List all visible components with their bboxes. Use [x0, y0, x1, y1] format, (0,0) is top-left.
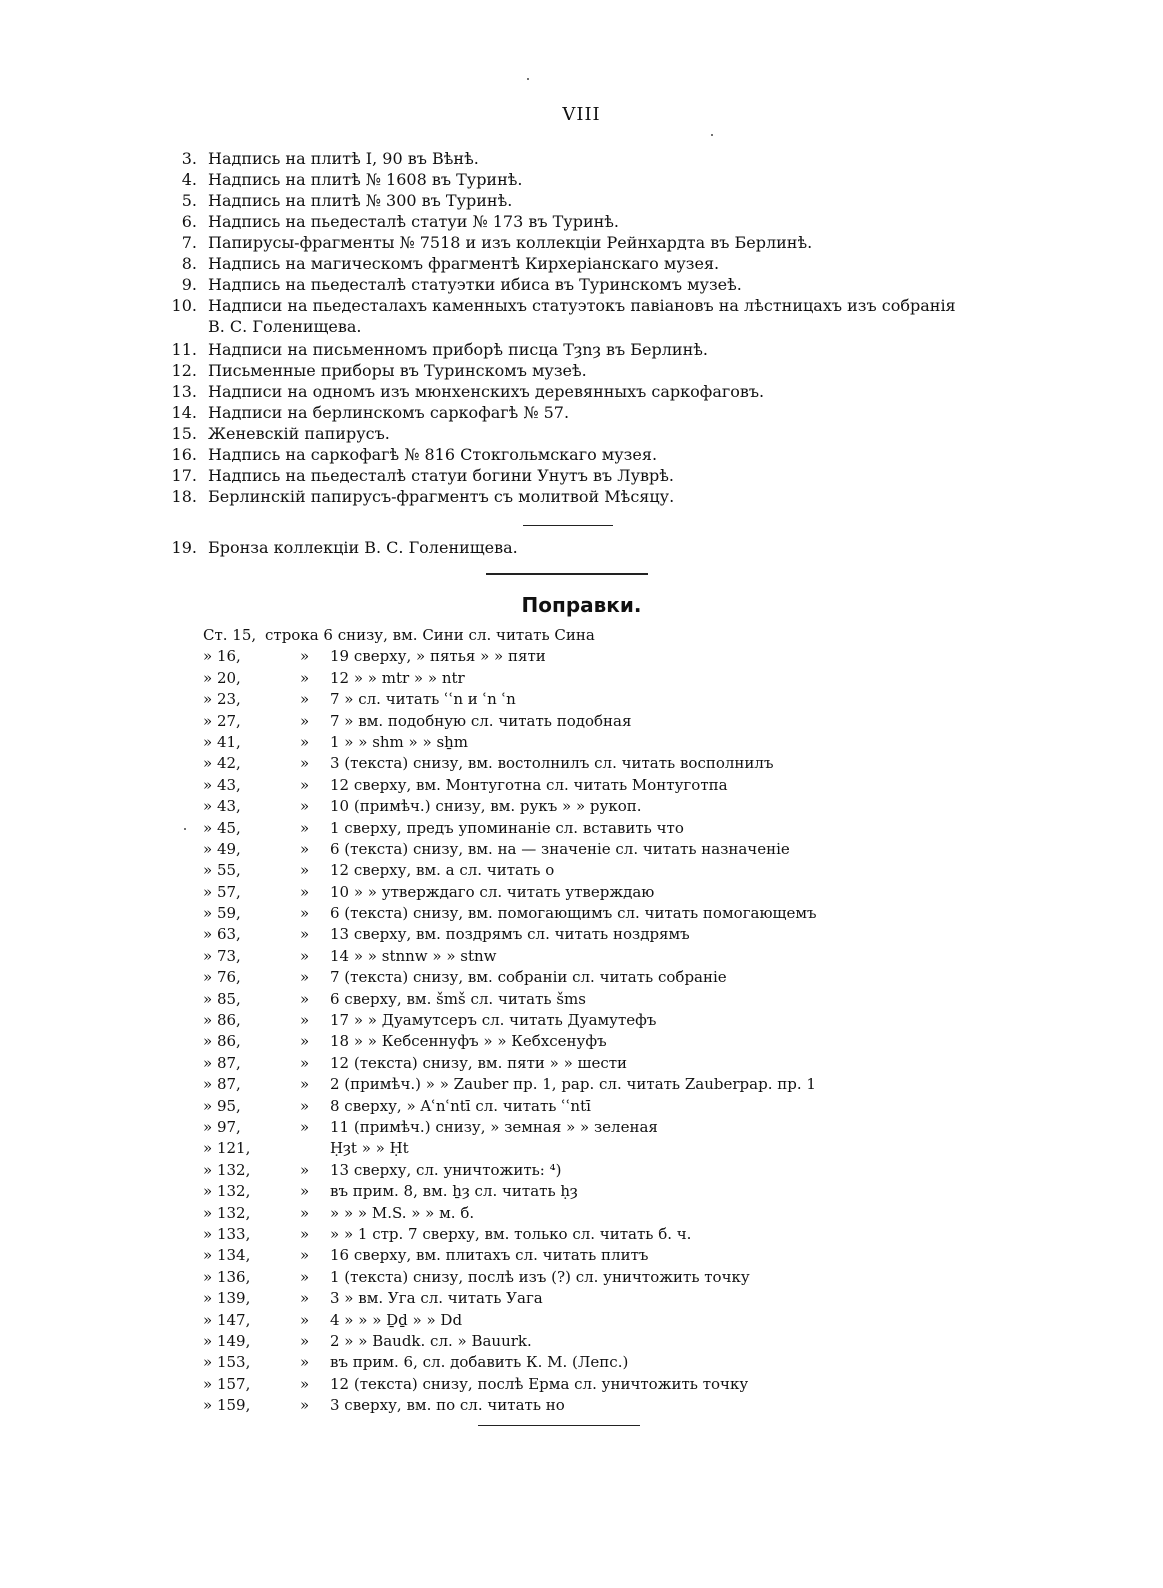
correction-ditto: » — [300, 861, 310, 880]
correction-row — [0, 883, 1163, 904]
list-item: 8. Надпись на магическомъ фрагментѣ Кирхеріанскаго музея. — [181, 254, 720, 273]
correction-ditto: » — [300, 1289, 310, 1308]
correction-ditto: » — [300, 1096, 310, 1115]
list-item: 18. Берлинскій папирусъ-фрагментъ съ молитвой Мѣсяцу. — [171, 487, 675, 506]
list-item: 5. Надпись на плитѣ № 300 въ Туринѣ. — [181, 191, 513, 210]
list-item: 6. Надпись на пьедесталѣ статуи № 173 въ Туринѣ. — [181, 212, 620, 231]
correction-ditto: » — [300, 925, 310, 944]
correction-ditto: » — [300, 797, 310, 816]
correction-text: » » » M.S. » » м. б. — [330, 1203, 475, 1222]
correction-text: 14 » » stnnw » » stnw — [330, 946, 497, 965]
list-item: 12. Письменные приборы въ Туринскомъ музеѣ. — [171, 361, 587, 380]
correction-page: » 132, — [203, 1203, 251, 1222]
correction-text: 4 » » » Ḏḏ » » Dd — [330, 1310, 463, 1329]
correction-text: 3 сверху, вм. по сл. читать но — [330, 1396, 565, 1415]
correction-page: » 27, — [203, 711, 241, 730]
correction-row — [0, 968, 1163, 989]
correction-ditto: » — [300, 1117, 310, 1136]
correction-ditto: » — [300, 775, 310, 794]
correction-page: » 43, — [203, 797, 241, 816]
correction-row — [0, 925, 1163, 946]
correction-text: 12 (текста) снизу, вм. пяти » » шести — [330, 1053, 628, 1072]
correction-text: 3 (текста) снизу, вм. востолнилъ сл. читать восполнилъ — [330, 754, 774, 773]
correction-page: » 87, — [203, 1075, 241, 1094]
correction-page: » 57, — [203, 882, 241, 901]
correction-ditto: » — [300, 754, 310, 773]
correction-row — [0, 1289, 1163, 1310]
correction-row — [0, 1097, 1163, 1118]
correction-ditto: » — [300, 1182, 310, 1201]
correction-row — [0, 1246, 1163, 1267]
correction-text: 10 » » утверждаго сл. читать утверждаю — [330, 882, 655, 901]
correction-ditto: » — [300, 690, 310, 709]
correction-text: строка 6 снизу, вм. Сини сл. читать Сина — [265, 626, 595, 644]
correction-row — [0, 1118, 1163, 1139]
correction-text: 12 (текста) снизу, послѣ Ерма сл. уничтожить точку — [330, 1374, 749, 1393]
correction-ditto: » — [300, 904, 310, 923]
correction-ditto: » — [300, 1053, 310, 1072]
correction-ditto: » — [300, 946, 310, 965]
correction-page: » 41, — [203, 732, 241, 751]
correction-ditto: » — [300, 732, 310, 751]
correction-row — [0, 861, 1163, 882]
correction-row — [0, 1161, 1163, 1182]
correction-page: » 63, — [203, 925, 241, 944]
correction-text: 11 (примѣч.) снизу, » земная » » зеленая — [330, 1117, 658, 1136]
correction-text: 12 » » mtr » » ntr — [330, 668, 465, 687]
correction-row — [0, 690, 1163, 711]
correction-text: 17 » » Дуамутсеръ сл. читать Дуамутефъ — [330, 1011, 657, 1030]
correction-text: 12 сверху, вм. а сл. читать о — [330, 861, 555, 880]
list-item: 11. Надписи на письменномъ приборѣ писца Tȝnȝ въ Берлинѣ. — [171, 340, 708, 359]
correction-row — [0, 1332, 1163, 1353]
divider-end — [478, 1425, 640, 1426]
correction-text: 6 (текста) снизу, вм. помогающимъ сл. читать помогающемъ — [330, 904, 817, 923]
correction-page: » 20, — [203, 668, 241, 687]
correction-row — [0, 1054, 1163, 1075]
correction-page: » 49, — [203, 839, 241, 858]
correction-ditto: » — [300, 1246, 310, 1265]
correction-ditto: » — [300, 1267, 310, 1286]
correction-text: 19 сверху, » пятья » » пяти — [330, 647, 546, 666]
correction-text: 7 » вм. подобную сл. читать подобная — [330, 711, 632, 730]
correction-page: » 42, — [203, 754, 241, 773]
speck — [711, 134, 713, 136]
correction-row — [0, 669, 1163, 690]
correction-ditto: » — [300, 968, 310, 987]
correction-row — [0, 712, 1163, 733]
correction-page: » 132, — [203, 1160, 251, 1179]
correction-ditto: » — [300, 882, 310, 901]
correction-text: 2 » » Baudk. сл. » Bauurk. — [330, 1331, 532, 1350]
correction-row — [0, 990, 1163, 1011]
correction-row — [0, 840, 1163, 861]
list-item: 9. Надпись на пьедесталѣ статуэтки ибиса въ Туринскомъ музеѣ. — [181, 275, 742, 294]
list-item: 13. Надписи на одномъ изъ мюнхенскихъ деревянныхъ саркофаговъ. — [171, 382, 765, 401]
correction-text: 6 сверху, вм. šmš сл. читать šms — [330, 989, 586, 1008]
correction-text: 1 сверху, предъ упоминаніе сл. вставить что — [330, 818, 684, 837]
correction-ditto: » — [300, 1396, 310, 1415]
correction-row — [0, 1011, 1163, 1032]
list-item: 17. Надпись на пьедесталѣ статуи богини Унутъ въ Луврѣ. — [171, 466, 675, 485]
list-item: 10. Надписи на пьедесталахъ каменныхъ статуэтокъ павіановъ на лѣстницахъ изъ собранія — [171, 296, 956, 315]
correction-text: 13 сверху, сл. уничтожить: ⁴) — [330, 1160, 562, 1179]
correction-row — [0, 647, 1163, 668]
list-item: 14. Надписи на берлинскомъ саркофагѣ № 57. — [171, 403, 570, 422]
correction-ditto: » — [300, 1011, 310, 1030]
correction-ditto: » — [300, 668, 310, 687]
speck — [527, 78, 529, 80]
correction-row — [0, 1075, 1163, 1096]
correction-row — [0, 776, 1163, 797]
correction-text: 16 сверху, вм. плитахъ сл. читать плитъ — [330, 1246, 649, 1265]
correction-text: 12 сверху, вм. Монтуготна сл. читать Монтуготпа — [330, 775, 728, 794]
correction-text: 3 » вм. Уга сл. читать Уага — [330, 1289, 543, 1308]
correction-row — [0, 819, 1163, 840]
correction-text: 6 (текста) снизу, вм. на — значеніе сл. читать назначеніе — [330, 839, 790, 858]
correction-text: 8 сверху, » Aʿnʿntī сл. читать ʿʿntī — [330, 1096, 591, 1115]
correction-ditto: » — [300, 1032, 310, 1051]
list-item: 15. Женевскій папирусъ. — [171, 424, 390, 443]
correction-page: » 132, — [203, 1182, 251, 1201]
correction-ditto: » — [300, 1160, 310, 1179]
correction-page: » 153, — [203, 1353, 251, 1372]
correction-page: » 149, — [203, 1331, 251, 1350]
correction-page: » 76, — [203, 968, 241, 987]
correction-text: 7 » сл. читать ʿʿn и ʿn ʿn — [330, 690, 516, 709]
correction-ditto: » — [300, 647, 310, 666]
correction-row — [0, 1353, 1163, 1374]
correction-text: » » 1 стр. 7 сверху, вм. только сл. читать б. ч. — [330, 1224, 692, 1243]
correction-row — [0, 1225, 1163, 1246]
correction-page: » 59, — [203, 904, 241, 923]
correction-ditto: » — [300, 1224, 310, 1243]
correction-row — [0, 904, 1163, 925]
divider-section — [486, 573, 648, 575]
correction-row — [0, 733, 1163, 754]
list-item: В. С. Голенищева. — [208, 317, 362, 336]
correction-ditto: » — [300, 1353, 310, 1372]
correction-text: въ прим. 6, сл. добавить К. М. (Лепс.) — [330, 1353, 629, 1372]
correction-page: » 87, — [203, 1053, 241, 1072]
correction-page: » 86, — [203, 1032, 241, 1051]
list-item: 16. Надпись на саркофагѣ № 816 Стокгольмскаго музея. — [171, 445, 658, 464]
correction-page: » 85, — [203, 989, 241, 1008]
divider-short — [523, 525, 613, 526]
page-number: VIII — [562, 104, 601, 125]
correction-row — [0, 1375, 1163, 1396]
correction-row — [0, 1204, 1163, 1225]
correction-text: Ḥȝt » » Ḥt — [330, 1139, 409, 1158]
correction-text: 2 (примѣч.) » » Zauber пр. 1, pap. сл. читать Zauberpap. пр. 1 — [330, 1075, 816, 1094]
correction-text: 1 » » shm » » sẖm — [330, 732, 469, 751]
correction-text: 1 (текста) снизу, послѣ изъ (?) сл. уничтожить точку — [330, 1267, 750, 1286]
plates-list — [0, 149, 1163, 508]
list-item: 3. Надпись на плитѣ I, 90 въ Вѣнѣ. — [181, 149, 479, 168]
corrections-list — [0, 626, 1163, 1417]
correction-row — [0, 1268, 1163, 1289]
correction-row — [0, 1311, 1163, 1332]
correction-page: » 121, — [203, 1139, 251, 1158]
correction-page: » 136, — [203, 1267, 251, 1286]
correction-row — [0, 1032, 1163, 1053]
correction-row — [0, 626, 1163, 647]
correction-page: » 97, — [203, 1117, 241, 1136]
correction-page: » 134, — [203, 1246, 251, 1265]
correction-page: » 43, — [203, 775, 241, 794]
correction-text: 13 сверху, вм. поздрямъ сл. читать ноздрямъ — [330, 925, 690, 944]
correction-page: » 16, — [203, 647, 241, 666]
correction-text: 18 » » Кебсеннуфъ » » Кебхсенуфъ — [330, 1032, 607, 1051]
correction-ditto: » — [300, 1331, 310, 1350]
correction-row — [0, 1139, 1163, 1160]
list-item: 7. Папирусы-фрагменты № 7518 и изъ коллекціи Рейнхардта въ Берлинѣ. — [181, 233, 813, 252]
correction-row — [0, 1396, 1163, 1417]
correction-row — [0, 1182, 1163, 1203]
correction-ditto: » — [300, 839, 310, 858]
correction-text: въ прим. 8, вм. ẖȝ сл. читать ḥȝ — [330, 1182, 578, 1201]
correction-page: » 147, — [203, 1310, 251, 1329]
correction-page: » 159, — [203, 1396, 251, 1415]
correction-ditto: » — [300, 989, 310, 1008]
list-item: 19. Бронза коллекціи В. С. Голенищева. — [171, 538, 518, 557]
correction-ditto: » — [300, 1374, 310, 1393]
list-item: 4. Надпись на плитѣ № 1608 въ Туринѣ. — [181, 170, 523, 189]
plates-list-appendix — [0, 538, 1163, 559]
correction-ditto: » — [300, 818, 310, 837]
correction-ditto: » — [300, 1310, 310, 1329]
correction-page: » 45, — [203, 818, 241, 837]
correction-row — [0, 947, 1163, 968]
correction-page: » 133, — [203, 1224, 251, 1243]
correction-text: 7 (текста) снизу, вм. собраніи сл. читать собраніе — [330, 968, 727, 987]
correction-page: » 139, — [203, 1289, 251, 1308]
correction-text: 10 (примѣч.) снизу, вм. рукъ » » рукоп. — [330, 797, 642, 816]
section-heading: Поправки. — [521, 593, 642, 617]
correction-page: Ст. 15, — [203, 626, 257, 644]
correction-page: » 23, — [203, 690, 241, 709]
correction-page: » 73, — [203, 946, 241, 965]
correction-row — [0, 797, 1163, 818]
correction-page: » 157, — [203, 1374, 251, 1393]
correction-page: » 95, — [203, 1096, 241, 1115]
correction-ditto: » — [300, 711, 310, 730]
correction-page: » 86, — [203, 1011, 241, 1030]
correction-row — [0, 754, 1163, 775]
correction-ditto: » — [300, 1203, 310, 1222]
correction-ditto: » — [300, 1075, 310, 1094]
correction-page: » 55, — [203, 861, 241, 880]
